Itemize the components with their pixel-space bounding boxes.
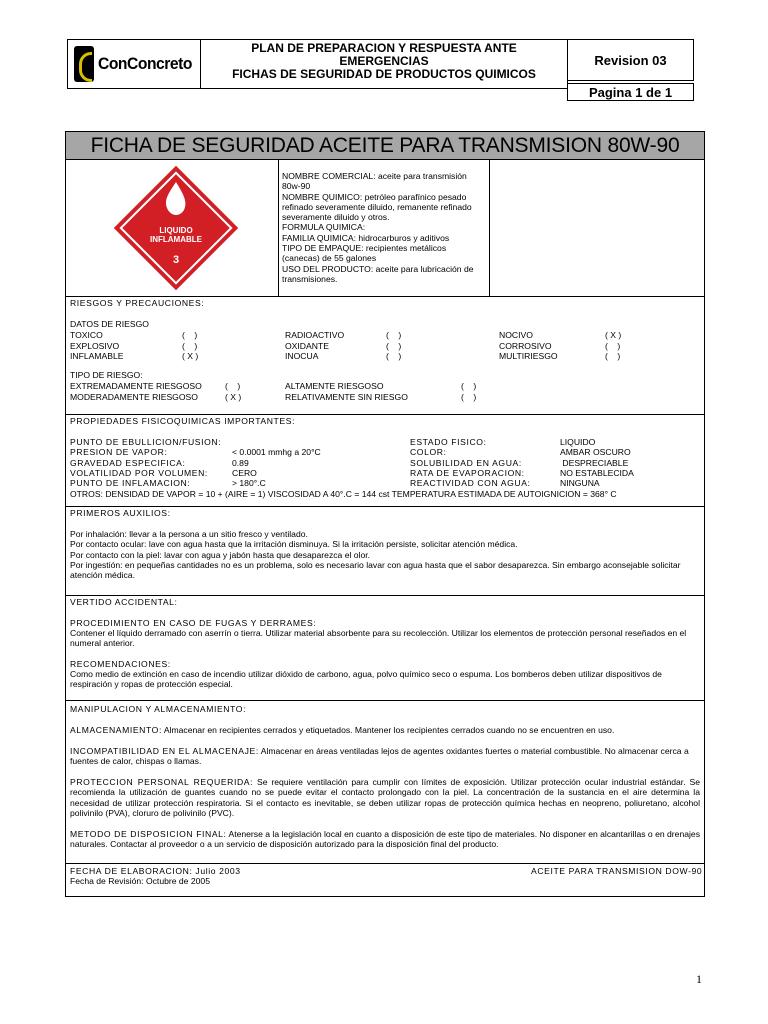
page-label: Pagina 1 de 1: [567, 83, 694, 101]
identification-section: [66, 160, 704, 297]
risks-section: [66, 298, 704, 415]
property-label: PUNTO DE EBULLICION/FUSION:: [70, 437, 222, 447]
property-value: DESPRECIABLE: [560, 457, 629, 468]
properties-others: OTROS: DENSIDAD DE VAPOR = 10 + (AIRE = 1) VISCOSIDAD A 40°.C = 144 cst TEMPERATURA ESTIMADA DE AUTOIGNICION = 368° C: [70, 489, 617, 499]
identification-line: USO DEL PRODUCTO: aceite para lubricación de: [282, 263, 474, 274]
page-number: 1: [696, 972, 702, 986]
risks-header: RIESGOS Y PRECAUCIONES:: [70, 298, 205, 308]
storage-title: ALMACENAMIENTO:: [70, 725, 162, 735]
hazard-class: 3: [172, 254, 180, 266]
disposal-title: METODO DE DISPOSICION FINAL:: [70, 829, 227, 839]
hazard-line-1: LIQUIDO: [159, 226, 193, 235]
property-value: LIQUIDO: [560, 437, 596, 447]
storage-text: Almacenar en recipientes cerrados y etiquetados. Mantener los recipientes cerrados cuando no se encuentren en uso.: [161, 725, 615, 735]
identification-line: refinado severamente diluido, remanente refinado: [282, 201, 472, 212]
identification-line: FORMULA QUIMICA:: [282, 222, 366, 233]
ppe-paragraph: [70, 777, 700, 818]
logo-mark-icon: [74, 46, 94, 82]
properties-header: PROPIEDADES FISICOQUIMICAS IMPORTANTES:: [70, 416, 296, 426]
identification-line: (canecas) de 55 galones: [282, 253, 377, 264]
property-label: SOLUBILIDAD EN AGUA:: [410, 457, 522, 468]
property-label: VOLATILIDAD POR VOLUMEN:: [70, 467, 208, 478]
property-value: CERO: [232, 467, 257, 478]
identification-line: severamente diluido y otros.: [282, 212, 390, 223]
property-value: NINGUNA: [560, 478, 600, 489]
risk-type-title: TIPO DE RIESGO:: [70, 370, 143, 380]
elaboration-date: FECHA DE ELABORACION: Julio 2003: [70, 866, 241, 876]
risk-type-label: EXTREMADAMENTE RIESGOSO: [70, 381, 202, 391]
spill-recommendations-title: RECOMENDACIONES:: [70, 659, 171, 669]
risk-type-mark: ( ): [225, 381, 241, 391]
risk-mark: ( ): [605, 351, 621, 361]
spill-procedure-text: Contener el líquido derramado con aserrín o tierra. Utilizar material absorbente para su recolección. Utilizar los elementos de protección personal reseñados en el numeral anterior.: [70, 628, 687, 649]
sheet-title: FICHA DE SEGURIDAD ACEITE PARA TRANSMISION 80W-90: [66, 132, 704, 160]
risk-mark: ( ): [605, 340, 621, 351]
property-label: COLOR:: [410, 447, 447, 458]
footer-product: ACEITE PARA TRANSMISION DOW-90: [531, 866, 703, 876]
risk-label: EXPLOSIVO: [70, 340, 120, 351]
identification-line: NOMBRE QUIMICO: petróleo parafínico pesado: [282, 191, 467, 202]
safety-sheet: [65, 131, 705, 897]
first-aid-section: [66, 508, 704, 596]
identification-line: 80w-90: [282, 181, 311, 192]
property-label: PUNTO DE INFLAMACION:: [70, 478, 191, 489]
hazard-line-2: INFLAMABLE: [150, 235, 202, 244]
risk-label: RADIOACTIVO: [285, 330, 345, 340]
plan-title: [200, 39, 568, 89]
storage-header: MANIPULACION Y ALMACENAMIENTO:: [70, 704, 247, 714]
first-aid-header: PRIMEROS AUXILIOS:: [70, 508, 171, 518]
identification-line: FAMILIA QUIMICA: hidrocarburos y aditivos: [282, 232, 450, 243]
spill-header: VERTIDO ACCIDENTAL:: [70, 597, 178, 607]
property-value: > 180°.C: [232, 478, 266, 489]
risk-type-mark: ( ): [461, 391, 477, 402]
ppe-text: Se requiere ventilación para cumplir con límites de exposición. Utilizar protección ocular industrial estándar. Se recomienda la utilización de guantes cuando no se puede evitar el contacto prolongado con la piel. La concentración de la sustancia en el aire determina la necesidad de utilizar protección respiratoria. Si el contacto es inevitable, se deben utilizar ropas de protección química hechas en neopreno, poliuretano, alcohol polivinilo (PVA), cloruro de polivinilo (PVC).: [70, 777, 700, 818]
risk-mark: ( ): [386, 351, 402, 361]
property-label: ESTADO FISICO:: [410, 437, 487, 447]
first-aid-line: Por inhalación: llevar a la persona a un sitio fresco y ventilado.: [70, 529, 308, 539]
first-aid-line: Por contacto ocular: lave con agua hasta que la irritación disminuya. Si la irritación persiste, solicitar atención médica.: [70, 539, 518, 550]
property-label: PRESION DE VAPOR:: [70, 447, 168, 458]
plan-title-line-2: EMERGENCIAS: [339, 54, 429, 68]
risk-mark: ( ): [386, 330, 402, 340]
risk-mark: ( X ): [182, 351, 199, 361]
risk-mark: ( ): [386, 340, 402, 351]
revision-label: Revision 03: [567, 39, 694, 81]
storage-section: [66, 702, 704, 864]
identification-text: [282, 171, 474, 284]
risk-type-label: MODERADAMENTE RIESGOSO: [70, 391, 198, 402]
disposal-paragraph: [70, 829, 700, 850]
logo-text: ConConcreto: [97, 54, 192, 73]
property-value: < 0.0001 mmhg a 20°C: [232, 447, 321, 458]
flammable-liquid-hazard-icon: [110, 162, 242, 294]
property-label: REACTIVIDAD CON AGUA:: [410, 478, 531, 489]
identification-line: transmisiones.: [282, 273, 338, 284]
storage-paragraph: [70, 725, 700, 735]
risk-type-mark: ( ): [461, 381, 477, 391]
risk-label: OXIDANTE: [285, 340, 329, 351]
risk-type-label: ALTAMENTE RIESGOSO: [285, 381, 384, 391]
property-label: RATA DE EVAPORACION:: [410, 467, 525, 478]
risk-mark: ( X ): [605, 330, 622, 340]
identification-line: NOMBRE COMERCIAL: aceite para transmisión: [282, 171, 467, 181]
property-label: GRAVEDAD ESPECIFICA:: [70, 457, 186, 468]
property-value: AMBAR OSCURO: [560, 447, 631, 458]
disposal-text: Atenerse a la legislación local en cuanto a disposición de este tipo de materiales. No disponer en alcantarillas o en drenajes naturales. Contactar al proveedor o a un servicio de disposición autorizado para la disposición final del producto.: [70, 829, 700, 850]
first-aid-line: Por ingestión: en pequeñas cantidades no es un problema, solo es necesario lavar con agua hasta que el sabor desaparezca. Sin embargo aconsejable solicitar atención médica.: [70, 559, 681, 581]
revision-date: Fecha de Revisión: Octubre de 2005: [70, 876, 210, 886]
plan-title-line-3: FICHAS DE SEGURIDAD DE PRODUCTOS QUIMICOS: [232, 67, 536, 81]
spill-recommendations-text: Como medio de extinción en caso de incendio utilizar dióxido de carbono, agua, polvo químico seco o espuma. Los bomberos deben utilizar dispositivos de respiración y ropas de protección especial.: [70, 669, 662, 690]
risk-data-title: DATOS DE RIESGO: [70, 319, 149, 329]
identification-line: TIPO DE EMPAQUE: recipientes metálicos: [282, 243, 447, 254]
risk-label: MULTIRIESGO: [499, 351, 558, 361]
spill-section: [66, 597, 704, 701]
sheet-footer: [66, 865, 704, 896]
risk-mark: ( ): [182, 330, 198, 340]
incompatibility-text: Almacenar en áreas ventiladas lejos de agentes oxidantes fuertes o material combustible. No almacenar cerca a fuentes de calor, chispas o llamas.: [70, 746, 689, 767]
risk-label: INOCUA: [285, 351, 319, 361]
first-aid-line: Por contacto con la piel: lavar con agua y jabón hasta que desaparezca el olor.: [70, 549, 371, 560]
incompatibility-paragraph: [70, 746, 700, 767]
risk-label: CORROSIVO: [499, 340, 552, 351]
plan-title-line-1: PLAN DE PREPARACION Y RESPUESTA ANTE: [251, 41, 517, 55]
risk-label: INFLAMABLE: [70, 351, 124, 361]
risk-type-mark: ( X ): [225, 391, 242, 402]
document-header: [67, 39, 694, 101]
risk-label: NOCIVO: [499, 330, 533, 340]
company-logo: [67, 39, 201, 89]
properties-section: [66, 416, 704, 507]
risk-mark: ( ): [182, 340, 198, 351]
ppe-title: PROTECCION PERSONAL REQUERIDA:: [70, 777, 254, 787]
property-value: NO ESTABLECIDA: [560, 467, 634, 478]
first-aid-lines: [70, 529, 700, 580]
property-value: 0.89: [232, 457, 249, 468]
risk-type-label: RELATIVAMENTE SIN RIESGO: [285, 391, 408, 402]
spill-procedure-title: PROCEDIMIENTO EN CASO DE FUGAS Y DERRAMES:: [70, 618, 317, 628]
incompatibility-title: INCOMPATIBILIDAD EN EL ALMACENAJE:: [70, 746, 259, 756]
risk-label: TOXICO: [70, 330, 103, 340]
